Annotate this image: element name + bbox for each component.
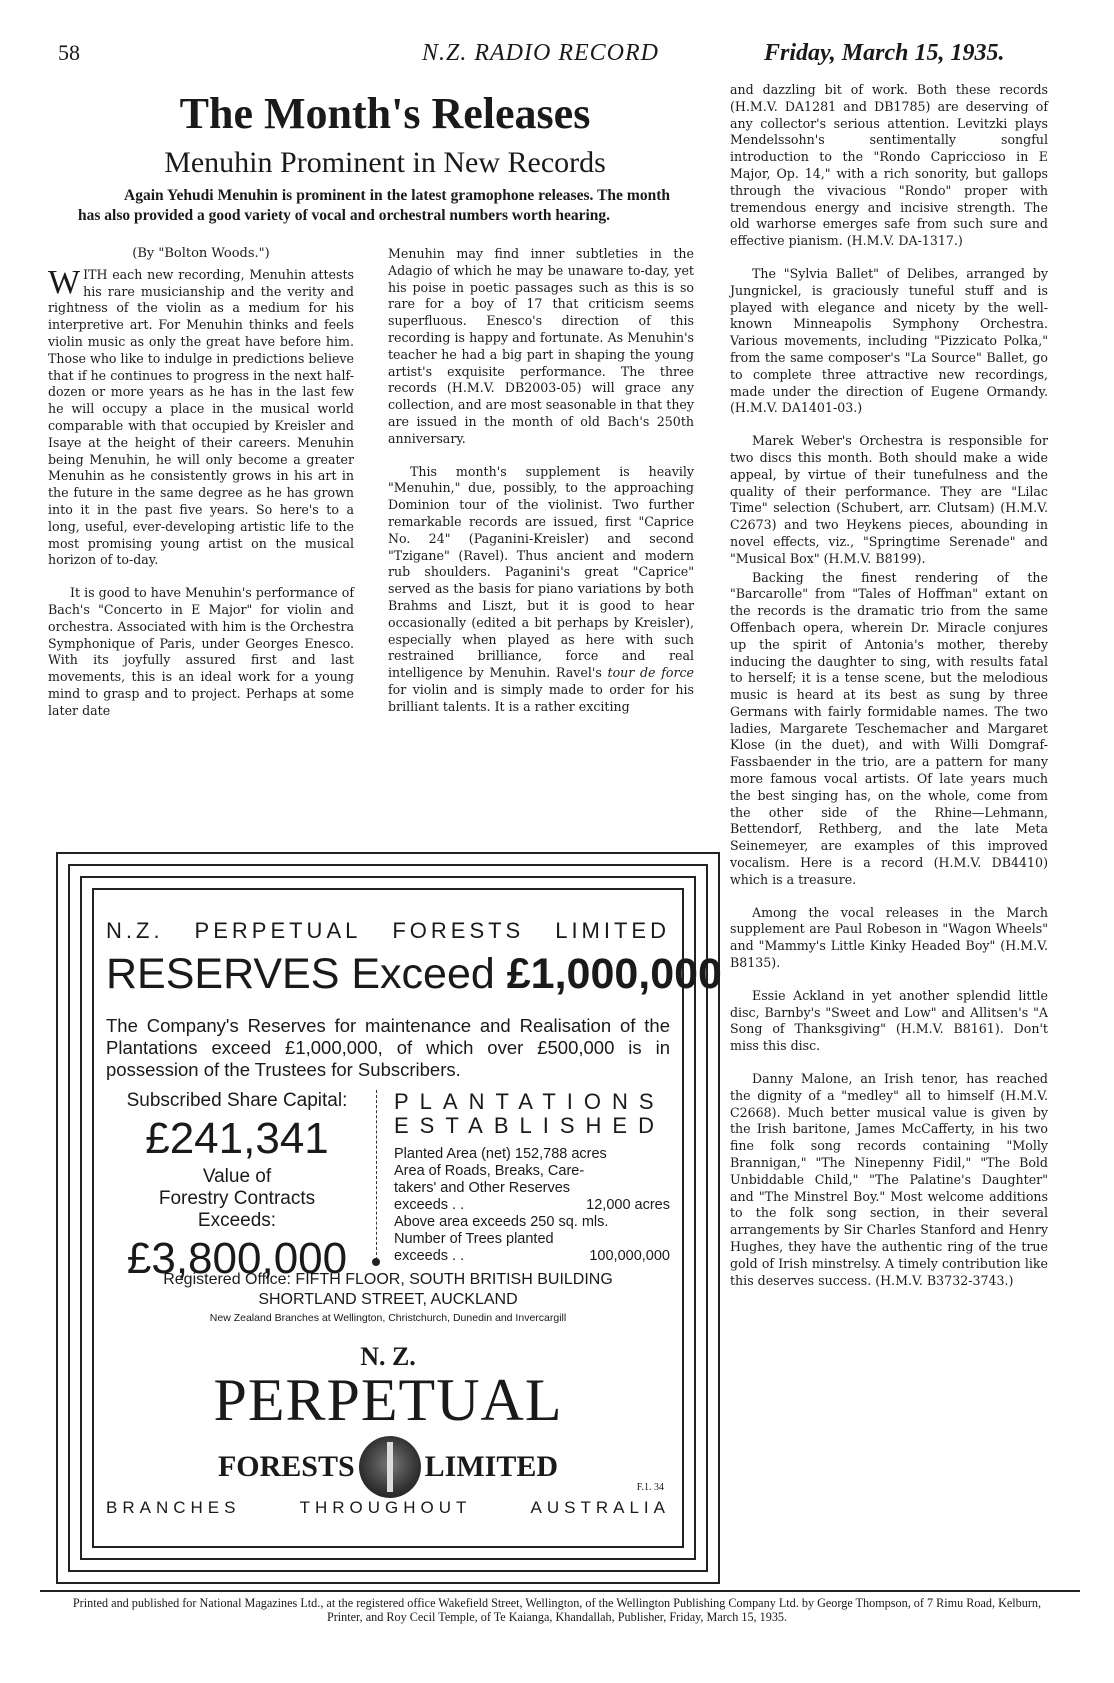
issue-date: Friday, March 15, 1935. [764,40,1005,66]
paragraph: and dazzling bit of work. Both these records (H.M.V. DA1281 and DB1785) are deserving of any collector's serious attention. Levitzki plays Mendelssohn's sentimentally songful introduction to the "Rondo Capriccioso in E Major, Op. 14," with a rich sonority, but gallops through the vivacious "Rondo" proper with tremendous energy and incisive strength. The old warhorse emerges safe from such sure and effective pianism. (H.M.V. DA-1317.) [730,82,1048,249]
footer-rule [40,1590,1080,1592]
paragraph: Menuhin may find inner subtleties in the Adagio of which he may be unaware to-day, yet his poise in poetic passages such as this is so rare for a boy of 17 that criticism seems superfluous. Enesco's direction of this recording is happy and fortunate. As Menuhin's teacher he had a big part in shaping the young artist's exquisite performance. The three records (H.M.V. DB2003-05) will grace any collection, and are most seasonable in that they are issued in the month of old Bach's 250th anniversary. [388,246,694,446]
paragraph: Danny Malone, an Irish tenor, has reached the dignity of a "medley" all to himself (H.M.V. C2668). Much better musical value is given by the Irish baritone, James McCafferty, in his two fine folk song records containing "Molly Brannigan," "The Ninepenny Fidil," "The Bold Unbiddable Child," "The Palatine's Daughter" and "The Minstrel Boy." Most welcome additions to the folk song section, in their several arrangements by Sir Charles Stanford and Henry Hughes, they have the authentic ring of the true gold of Irish minstrelsy. A timely contribution like this deserves success. (H.M.V. B3732-3743.) [730,1071,1048,1288]
ad-body-text: The Company's Reserves for maintenance and Realisation of the Plantations exceed £1,000,000, of which over £500,000 is in possession of the Trustees for Subscribers. [106,1015,670,1080]
share-capital-value: £241,341 [145,1114,329,1163]
article-subheadline: Menuhin Prominent in New Records [164,146,606,179]
ad-capital-panel: Subscribed Share Capital: £241,341 Value of Forestry Contracts Exceeds: £3,800,000 [106,1090,368,1286]
ad-company-name: N.Z. PERPETUAL FORESTS LIMITED [106,918,670,943]
article-column-3 [730,82,1048,1289]
paragraph: It is good to have Menuhin's performance of Bach's "Concerto in E Major" for violin and orchestra. Associated with him is the Orchestra Symphonique of Paris, under Georges Enesco. With its joyfully assured first and last movements, this is an ideal work for a young mind to grasp and to project. Perhaps at some later date [48,585,354,718]
logo-forests-limited: FORESTS LIMITED [106,1436,670,1498]
contracts-value: £3,800,000 [126,1234,348,1283]
byline: (By "Bolton Woods.") [132,246,270,261]
paragraph: Among the vocal releases in the March supplement are Paul Robeson in "Wagon Wheels" and "Mammy's Little Kinky Headed Boy" (H.M.V. B8135). [730,904,1048,971]
ad-reserves-headline: RESERVES Exceed £1,000,000 [106,950,722,998]
article-column-2 [388,246,694,716]
publication-title: N.Z. RADIO RECORD [422,40,659,66]
paragraph: Essie Ackland in yet another splendid little disc, Barnby's "Sweet and Low" and Allitsen's "A Song of Thanksgiving" (H.M.V. B8161). Don't miss this disc. [730,987,1048,1054]
page-number: 58 [58,40,80,65]
tree-emblem-icon [359,1436,421,1498]
running-header [0,40,1114,70]
paragraph: The "Sylvia Ballet" of Delibes, arranged by Jungnickel, is graciously tuneful stuff and is played with elegance and nicety by the well-known Minneapolis Symphony Orchestra. Various movements, including "Pizzicato Polka," from the same composer's "La Source" Ballet, go to complete three attractive new recordings, made under the direction of Eugene Ormandy. (H.M.V. DA1401-03.) [730,265,1048,416]
paragraph: This month's supplement is heavily "Menuhin," due, possibly, to the approaching Dominion tour of the violinist. Two further remarkable records are issued, first "Caprice No. 24" (Paganini-Kreisler) and second "Tzigane" (Ravel). Thus ancient and modern rub shoulders. Paganini's great "Caprice" served as the basis for piano variations by both Brahms and Liszt, but it is good to hear occasionally (edited a bit perhaps by Kreisler), especially when played as here with such restrained brilliance, force and real intelligence by Menuhin. Ravel's tour de force for violin and is simply made to order for his brilliant talents. It is a rather exciting [388,463,694,714]
drop-cap: W [48,263,81,301]
logo-perpetual: PERPETUAL [213,1367,563,1433]
bullet-icon [372,1258,380,1266]
paragraph: Marek Weber's Orchestra is responsible for two discs this month. Both should make a wide appeal, by virtue of their tunefulness and the quality of their performance. They are "Lilac Time" selection (Schubert, arr. Clutsam) (H.M.V. C2673) and two Heykens pieces, abounding in novel effects, viz., "Springtime Serenade" and "Musical Box" (H.M.V. B8199). [730,433,1048,566]
ad-code: F.1. 34 [636,1482,664,1493]
article-column-1 [48,246,354,720]
article-standfirst: Again Yehudi Menuhin is prominent in the latest gramophone releases. The month has also provided a good variety of vocal and orchestral numbers worth hearing. [78,187,670,224]
advertisement [56,852,720,1584]
article-headline: The Month's Releases [179,89,591,138]
printer-imprint: Printed and published for National Magazines Ltd., at the registered office Wakefield Street, Wellington, of the Wellington Publishing Company Ltd. by George Thompson, of 7 Rimu Road, Kelburn, Printer, and Roy Cecil Temple, of Te Kaianga, Khandallah, Publisher, Friday, March 15, 1935. [72,1596,1042,1624]
ad-plantations-panel: PLANTATIONS ESTABLISHED Planted Area (net) 152,788 acres Area of Roads, Breaks, Care- takers' and Other Reserves exceeds . . 12,000 acres Above area exceeds 250 sq. mls. Number of Trees planted exceeds . . 100,000,000 [394,1089,670,1264]
ad-registered-office: Registered Office: FIFTH FLOOR, SOUTH BRITISH BUILDING SHORTLAND STREET, AUCKLAND [163,1271,613,1308]
paragraph: WITH each new recording, Menuhin attests his rare musicianship and the verity and rightness of the violin as a medium for his interpretive art. For Menuhin thinks and feels violin music as only the great have before him. Those who like to indulge in predictions believe that if he continues to progress in the next half-dozen or more years as he has in the last few he will occupy a place in the musical world comparable with that occupied by Kreisler and Isaye at the height of their careers. Menuhin being Menuhin, he will only become a greater Menuhin as he consistently grows in his art in the future in the same degree as he has grown into it in the past five years. So here's to a long, useful, ever-developing artistic life to the most promising young artist on the musical horizon of to-day. [48,263,354,568]
paragraph: Backing the finest rendering of the "Barcarolle" from "Tales of Hoffman" extant on the records is the dramatic trio from the same Offenbach opera, wherein Dr. Miracle conjures up the spirit of Antonia's mother, thereby inducing the daughter to sing, with results fatal to herself; it is a tense scene, but the melodious music is heard at its best as sung by three Germans with fairly formidable names. The two ladies, Margarete Teschemacher and Margaret Klose (in the duet), and with Willi Domgraf-Fassbaender in the trio, are a pattern for many more famous vocal artists. Of late years much the best singing has, on the whole, come from the other side of the Rhine—Lehmann, Bettendorf, Rethberg, and the late Meta Seinemeyer, are examples of this improved vocalism. Here is a record (H.M.V. DB4410) which is a treasure. [730,569,1048,887]
advertisement-panel [92,888,722,1548]
ad-branches-australia: BRANCHES THROUGHOUT AUSTRALIA [106,1498,670,1517]
ad-nz-branches: New Zealand Branches at Wellington, Christchurch, Dunedin and Invercargill [209,1312,567,1324]
divider [376,1090,377,1260]
logo-nz: N. Z. [360,1342,416,1371]
